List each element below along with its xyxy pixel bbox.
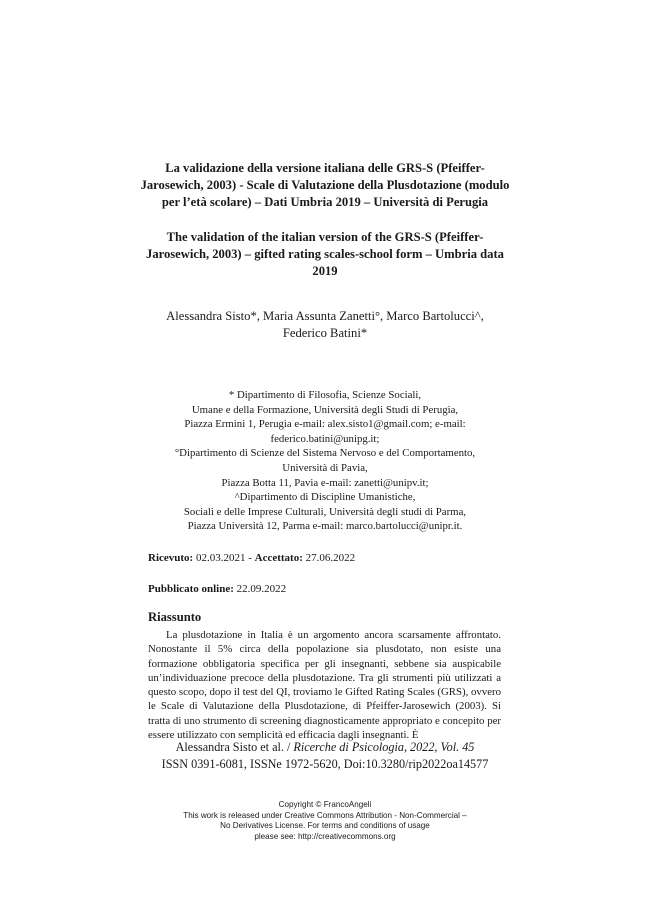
published-date: 22.09.2022 (236, 583, 287, 595)
article-title-italian: La validazione della versione italiana delle GRS-S (Pfeiffer-Jarosewich, 2003) - Scale di Valutazione della Plusdotazione (modulo per l’età scolare) – Dati Umbria 2019 – Università di Perugia (140, 161, 510, 209)
abstract-body (148, 628, 501, 742)
affiliation-line: ^Dipartimento di Discipline Umanistiche, (234, 491, 416, 504)
citation-issn: ISSN 0391-6081, ISSNe 1972-5620, Doi:10.3280/rip2022oa14577 (161, 757, 489, 771)
license-line: This work is released under Creative Commons Attribution - Non-Commercial – (183, 810, 467, 820)
affiliation-line: Umane e della Formazione, Università degli Studi di Perugia, (191, 403, 459, 416)
affiliation-line: °Dipartimento di Scienze del Sistema Nervoso e del Comportamento, (174, 447, 476, 460)
abstract-heading: Riassunto (148, 610, 202, 624)
affiliation-line: * Dipartimento di Filosofia, Scienze Sociali, (228, 389, 422, 401)
affiliation-line: Sociali e delle Imprese Culturali, Università degli studi di Parma, (183, 505, 467, 518)
affiliations-block (140, 388, 510, 534)
copyright-line: Copyright © FrancoAngeli (278, 800, 372, 809)
affiliation-line: Piazza Botta 11, Pavia e-mail: zanetti@unipv.it; (221, 476, 429, 489)
received-label: Ricevuto: (148, 552, 194, 564)
affiliation-line: Piazza Università 12, Parma e-mail: marco.bartolucci@unipr.it. (187, 520, 463, 533)
abstract-paragraph: La plusdotazione in Italia è un argomento ancora scarsamente affrontato. Nonostante il 5% circa della popolazione sia plusdotato, non esiste una formazione obbligatoria specifica per gli insegnanti, sebbene sia auspicabile un’individuazione precoce della plusdotazione. Tra gli strumenti più utilizzati a questo scopo, dopo il test del QI, troviamo le Gifted Rating Scales (GRS), ovvero le Scale di Valutazione della Plusdotazione, di Pfeiffer-Jarosewich (2003). Si tratta di uno strumento di screening diagnosticamente appropriato e concepito per essere utilizzato con semplicità ed efficacia dagli insegnanti. È (148, 629, 501, 742)
affiliation-line: Università di Pavia, (282, 461, 368, 474)
license-line: No Derivatives License. For terms and conditions of usage (220, 821, 430, 831)
author-list: Alessandra Sisto*, Maria Assunta Zanetti°, Marco Bartolucci^, Federico Batini* (166, 309, 484, 340)
accepted-label: Accettato: (254, 552, 303, 564)
citation-authors: Alessandra Sisto et al. / (175, 740, 291, 754)
affiliation-line: federico.batini@unipg.it; (270, 432, 380, 445)
received-date: 02.03.2021 (195, 552, 246, 564)
article-title-english: The validation of the italian version of the GRS-S (Pfeiffer-Jarosewich, 2003) – gifted rating scales-school form – Umbria data 2019 (146, 230, 504, 278)
published-date-line (148, 583, 286, 595)
received-accepted-dates (148, 552, 355, 564)
license-link-line: please see: http://creativecommons.org (254, 831, 396, 841)
affiliation-line: Piazza Ermini 1, Perugia e-mail: alex.sisto1@gmail.com; e-mail: (184, 418, 466, 431)
citation-footer (140, 739, 510, 773)
citation-line (140, 739, 510, 756)
accepted-date: 27.06.2022 (305, 552, 356, 564)
copyright-notice (140, 800, 510, 842)
citation-journal: Ricerche di Psicologia, 2022, Vol. 45 (293, 740, 475, 754)
published-label: Pubblicato online: (148, 583, 234, 595)
dates-separator: - (248, 552, 252, 564)
